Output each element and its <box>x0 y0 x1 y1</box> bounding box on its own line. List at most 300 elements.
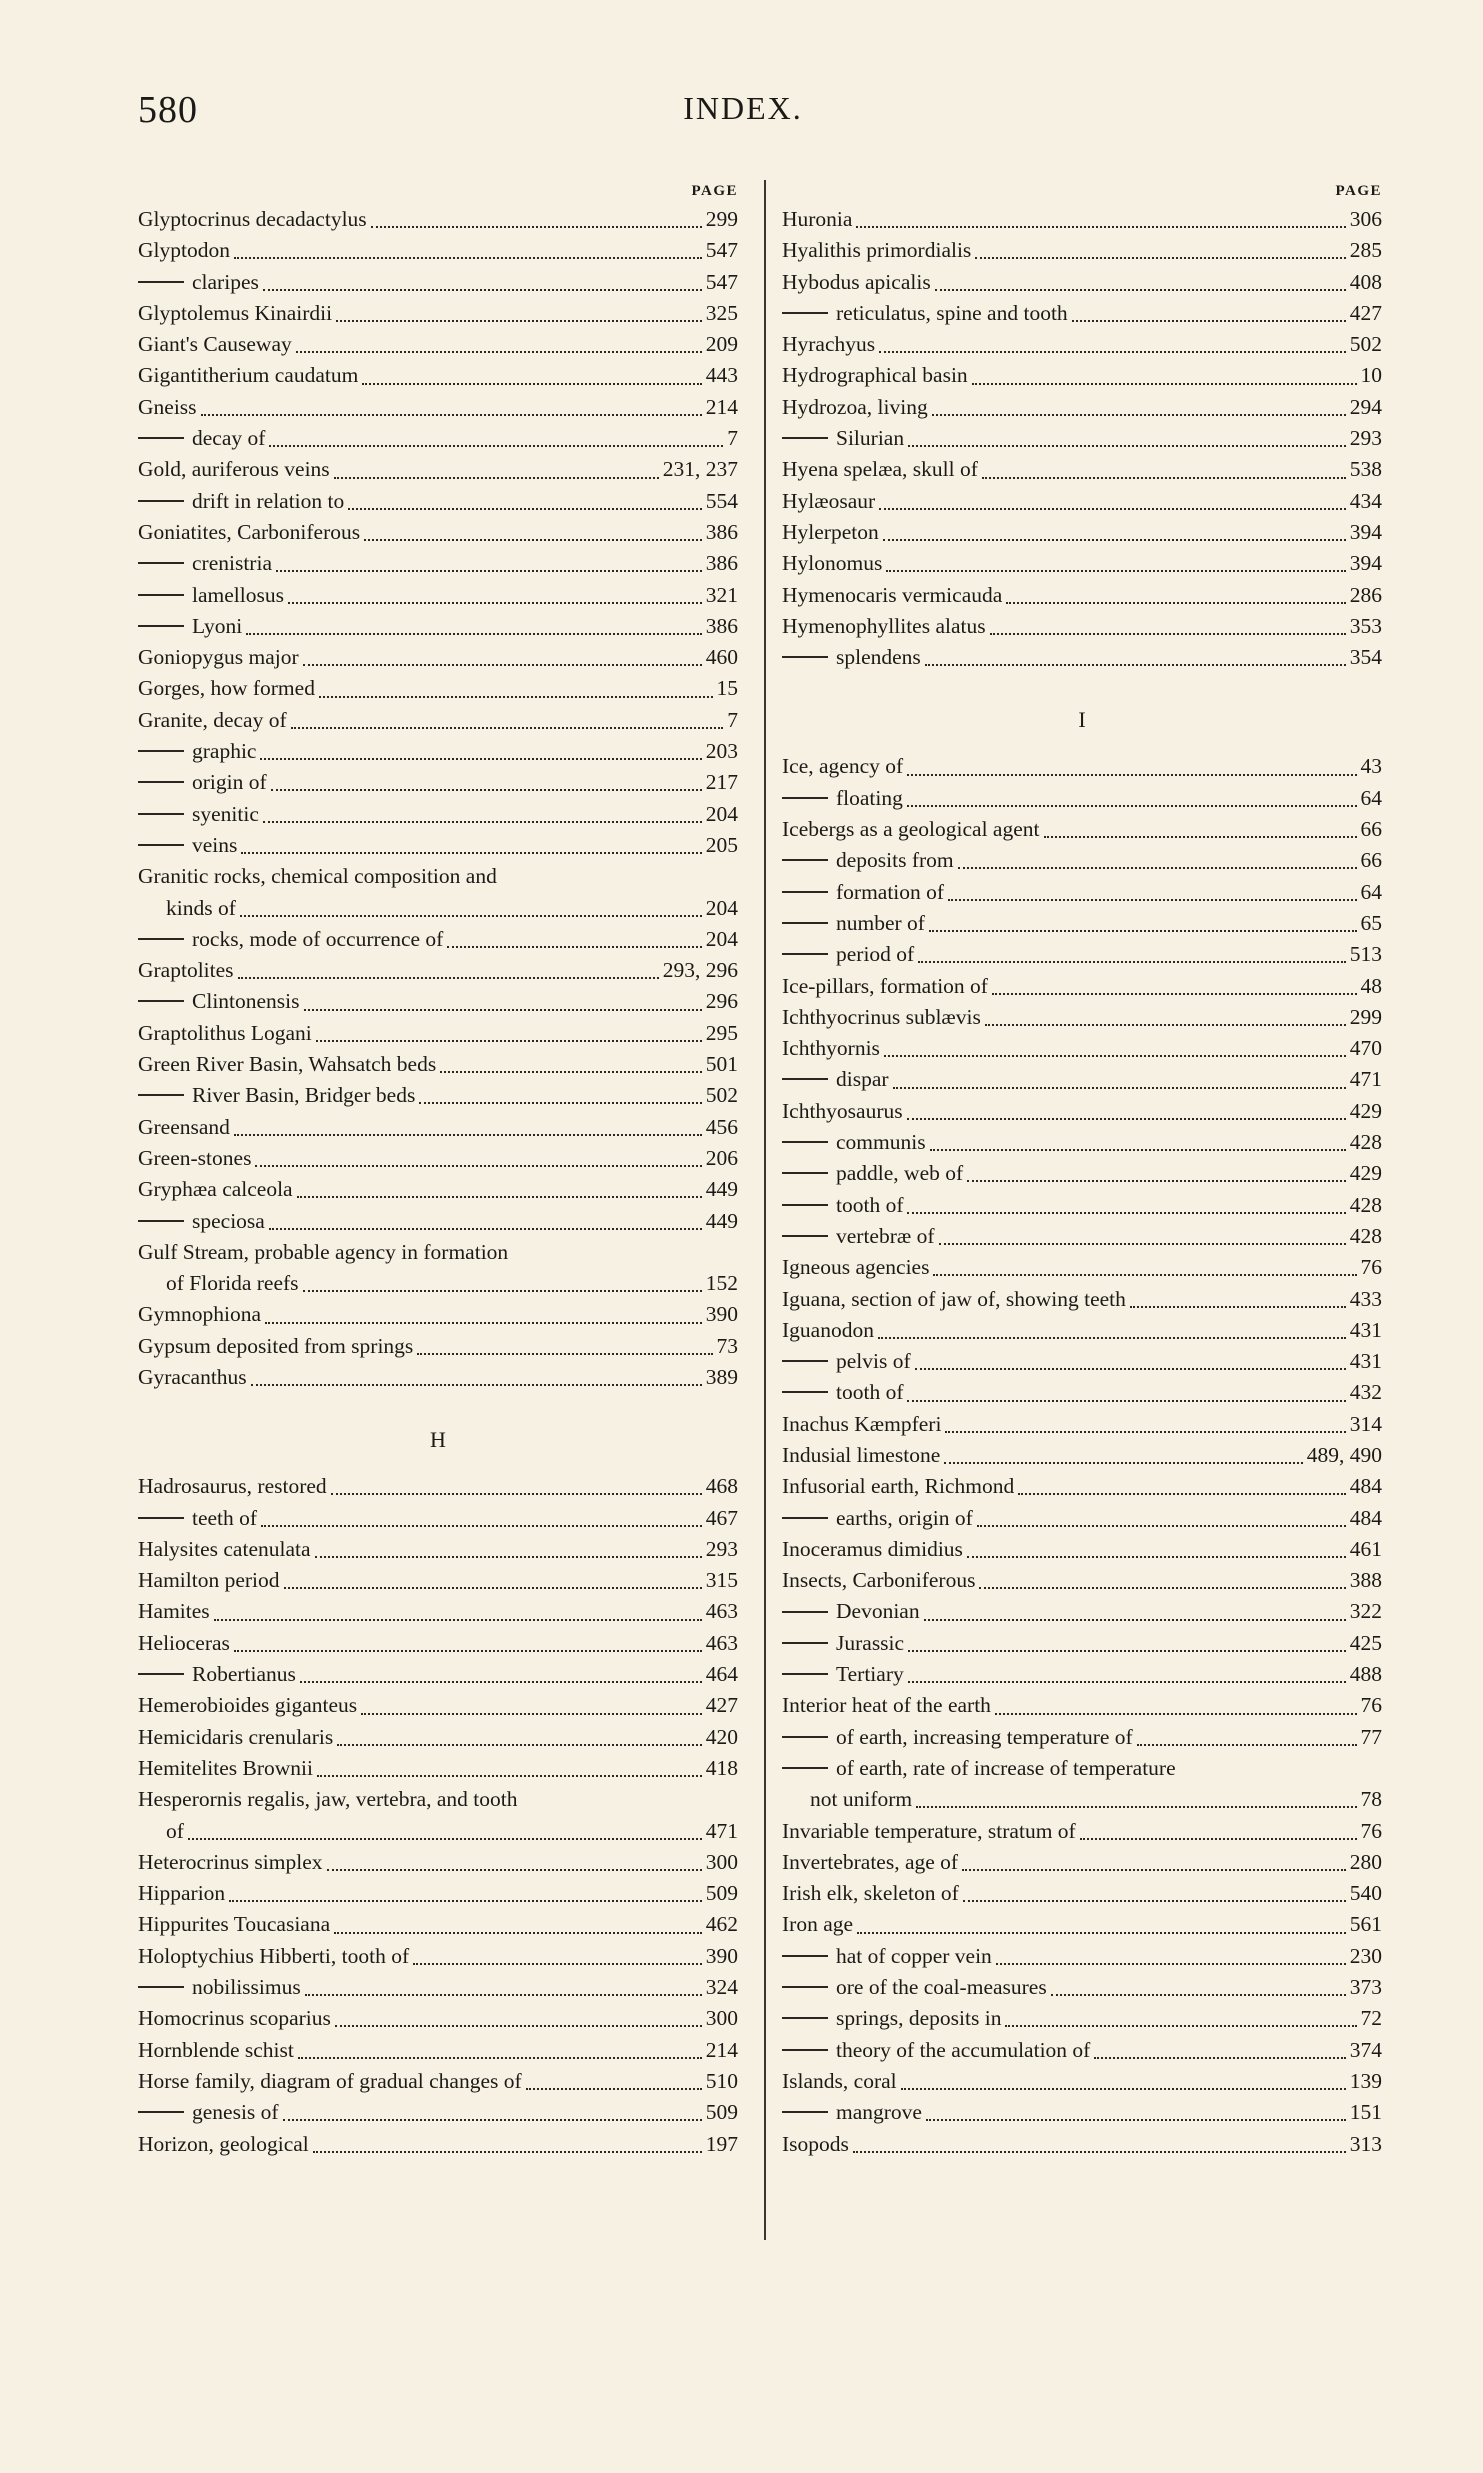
index-term-text: Iguanodon <box>782 1317 874 1342</box>
page-reference: 64 <box>1360 785 1382 810</box>
index-entry <box>782 1440 1382 1471</box>
index-term <box>138 392 197 423</box>
page-reference: 293 <box>1349 426 1382 451</box>
index-term <box>782 423 904 454</box>
index-term <box>782 486 875 517</box>
index-term <box>138 705 287 736</box>
dot-leader <box>1044 835 1357 838</box>
dot-leader <box>334 476 659 479</box>
dot-leader <box>908 444 1346 447</box>
dot-leader <box>303 1289 702 1292</box>
page-reference: 509 <box>705 1881 738 1906</box>
index-term-text: Halysites catenulata <box>138 1536 311 1561</box>
dot-leader <box>348 507 701 510</box>
index-term <box>138 736 256 767</box>
ditto-dash <box>138 437 184 439</box>
dot-leader <box>371 225 702 228</box>
page-reference: 324 <box>705 1975 738 2000</box>
index-entry <box>138 1237 738 1268</box>
index-entry <box>782 517 1382 548</box>
dot-leader <box>878 1336 1346 1339</box>
page-reference: 209 <box>705 332 738 357</box>
index-term <box>782 1565 975 1596</box>
index-term-text: Granite, decay of <box>138 707 287 732</box>
index-term-text: Hippurites Toucasiana <box>138 1912 331 1937</box>
page-reference: 353 <box>1349 613 1382 638</box>
index-entry <box>782 392 1382 423</box>
page-reference: 547 <box>705 238 738 263</box>
index-term <box>782 1756 1176 1780</box>
index-entry <box>138 548 738 579</box>
page-reference: 433 <box>1349 1286 1382 1311</box>
index-term-text: Ichthyornis <box>782 1036 880 1061</box>
index-term <box>138 267 259 298</box>
index-entry <box>782 486 1382 517</box>
index-term-text: Ichthyocrinus sublævis <box>782 1004 981 1029</box>
index-term <box>138 924 443 955</box>
index-term <box>782 1878 959 1909</box>
page-reference: 386 <box>705 551 738 576</box>
page-reference: 489, 490 <box>1306 1442 1382 1467</box>
index-entry <box>782 642 1382 673</box>
index-term-text: Gypsum deposited from springs <box>138 1333 414 1358</box>
index-term <box>138 1722 333 1753</box>
page-reference: 432 <box>1349 1380 1382 1405</box>
index-term <box>782 1722 1133 1753</box>
page-reference: 65 <box>1360 910 1382 935</box>
dot-leader <box>241 851 701 854</box>
page-reference: 76 <box>1360 1255 1382 1280</box>
page-reference: 66 <box>1360 848 1382 873</box>
dot-leader <box>908 1649 1346 1652</box>
dot-leader <box>982 476 1346 479</box>
page-reference: 76 <box>1360 1693 1382 1718</box>
index-entry <box>138 1143 738 1174</box>
index-term <box>138 1331 413 1362</box>
dot-leader <box>907 1211 1345 1214</box>
page-reference: 10 <box>1360 363 1382 388</box>
page-reference: 48 <box>1360 973 1382 998</box>
index-entry <box>138 705 738 736</box>
index-term-text: Horse family, diagram of gradual changes of <box>138 2068 522 2093</box>
ditto-dash <box>782 797 828 799</box>
dot-leader <box>260 757 701 760</box>
index-term <box>782 1002 981 1033</box>
page-reference: 313 <box>1349 2131 1382 2156</box>
page-reference: 300 <box>705 2006 738 2031</box>
ditto-dash <box>138 1094 184 1096</box>
index-term-text: not uniform <box>810 1787 913 1812</box>
page-reference: 388 <box>1349 1568 1382 1593</box>
index-term-text: Gymnophiona <box>138 1302 262 1327</box>
index-term-text: Inoceramus dimidius <box>782 1536 963 1561</box>
index-entry <box>138 267 738 298</box>
index-term <box>782 329 875 360</box>
index-entry <box>782 814 1382 845</box>
index-term <box>782 204 852 235</box>
page-reference: 394 <box>1349 551 1382 576</box>
page-reference: 231, 237 <box>662 457 738 482</box>
index-term-text: of earth, increasing temperature of <box>836 1724 1133 1749</box>
index-term <box>782 454 978 485</box>
index-entry <box>138 392 738 423</box>
index-entry <box>782 751 1382 782</box>
index-term <box>138 2097 279 2128</box>
dot-leader <box>413 1962 702 1965</box>
index-entry <box>782 1284 1382 1315</box>
index-term <box>782 814 1040 845</box>
index-entry <box>138 893 738 924</box>
ditto-dash <box>138 500 184 502</box>
index-term <box>782 360 968 391</box>
index-term-text: Invertebrates, age of <box>782 1849 959 1874</box>
dot-leader <box>958 866 1357 869</box>
index-term-text: Devonian <box>836 1599 920 1624</box>
dot-leader <box>996 1962 1346 1965</box>
index-entry <box>138 580 738 611</box>
index-entry <box>138 1174 738 1205</box>
ditto-dash <box>782 312 828 314</box>
index-term <box>782 1503 973 1534</box>
index-term-text: Gyracanthus <box>138 1364 247 1389</box>
index-term <box>782 2003 1001 2034</box>
dot-leader <box>361 1712 702 1715</box>
page-reference: 43 <box>1360 754 1382 779</box>
dot-leader <box>417 1352 712 1355</box>
page-reference: 540 <box>1349 1881 1382 1906</box>
dot-leader <box>269 1227 702 1230</box>
page-header <box>138 88 1348 136</box>
index-term <box>782 611 986 642</box>
ditto-dash <box>782 2049 828 2051</box>
dot-leader <box>924 1618 1346 1621</box>
index-entry <box>782 1596 1382 1627</box>
page-reference: 389 <box>705 1364 738 1389</box>
page-reference: 502 <box>705 1083 738 1108</box>
ditto-dash <box>138 1000 184 1002</box>
index-entry <box>138 454 738 485</box>
index-entry <box>782 204 1382 235</box>
index-term <box>138 1362 247 1393</box>
index-term <box>138 423 265 454</box>
index-term-text: Hylonomus <box>782 551 883 576</box>
ditto-dash <box>782 656 828 658</box>
index-term-text: of Florida reefs <box>166 1271 299 1296</box>
dot-leader <box>298 2056 702 2059</box>
index-term-text: Hamites <box>138 1599 210 1624</box>
index-entry <box>782 2003 1382 2034</box>
index-entry <box>138 799 738 830</box>
index-entry <box>138 1503 738 1534</box>
index-entry <box>138 611 738 642</box>
dot-leader <box>283 2118 702 2121</box>
index-term-text: River Basin, Bridger beds <box>192 1083 416 1108</box>
index-term-text: drift in relation to <box>192 488 345 513</box>
index-entry <box>782 1816 1382 1847</box>
index-term-text: Goniatites, Carboniferous <box>138 519 361 544</box>
index-term <box>138 864 497 888</box>
index-entry <box>138 1018 738 1049</box>
ditto-dash <box>782 859 828 861</box>
dot-leader <box>886 569 1345 572</box>
index-term <box>138 955 234 986</box>
ditto-dash <box>138 938 184 940</box>
dot-leader <box>440 1070 702 1073</box>
page-reference: 299 <box>705 207 738 231</box>
index-entry <box>138 1565 738 1596</box>
page-reference: 390 <box>705 1302 738 1327</box>
index-term <box>782 1221 935 1252</box>
index-term-text: hat of copper vein <box>836 1943 992 1968</box>
index-entry <box>782 1565 1382 1596</box>
index-entry <box>782 2097 1382 2128</box>
index-term-text: Ice-pillars, formation of <box>782 973 988 998</box>
page-reference: 294 <box>1349 394 1382 419</box>
dot-leader <box>304 1008 702 1011</box>
index-term-text: reticulatus, spine and tooth <box>836 300 1068 325</box>
index-term <box>782 548 882 579</box>
page-reference: 427 <box>1349 300 1382 325</box>
page-reference: 64 <box>1360 879 1382 904</box>
ditto-dash <box>138 1517 184 1519</box>
index-term <box>782 1033 880 1064</box>
page-reference: 77 <box>1360 1724 1382 1749</box>
index-term <box>138 1941 409 1972</box>
index-term-text: Isopods <box>782 2131 849 2156</box>
index-term-text: deposits from <box>836 848 954 873</box>
index-term-text: Interior heat of the earth <box>782 1693 991 1718</box>
index-term <box>782 971 988 1002</box>
index-term <box>138 1787 518 1811</box>
page-reference: 386 <box>705 613 738 638</box>
dot-leader <box>901 2087 1346 2090</box>
index-entry <box>138 1268 738 1299</box>
page-reference: 300 <box>705 1849 738 1874</box>
dot-leader <box>271 788 702 791</box>
index-term <box>138 767 267 798</box>
index-entry <box>138 1659 738 1690</box>
index-term <box>782 1064 889 1095</box>
index-entry <box>782 783 1382 814</box>
ditto-dash <box>782 1986 828 1988</box>
index-term <box>138 1596 210 1627</box>
page-reference: 286 <box>1349 582 1382 607</box>
index-term-text: vertebræ of <box>836 1223 935 1248</box>
index-entry <box>138 830 738 861</box>
index-entry <box>782 1033 1382 1064</box>
index-entry <box>138 298 738 329</box>
index-entry <box>782 235 1382 266</box>
index-term <box>138 329 292 360</box>
page-reference: 354 <box>1349 645 1382 670</box>
index-term-text: Iron age <box>782 1912 854 1937</box>
index-term-text: Inachus Kæmpferi <box>782 1411 942 1436</box>
page-reference: 7 <box>727 707 738 732</box>
index-entry <box>782 908 1382 939</box>
page-reference: 197 <box>705 2131 738 2156</box>
dot-leader <box>234 256 702 259</box>
index-entry <box>782 454 1382 485</box>
index-term-text: communis <box>836 1130 926 1155</box>
index-term <box>782 1596 920 1627</box>
page-reference: 428 <box>1349 1130 1382 1155</box>
index-term-text: decay of <box>192 426 266 451</box>
index-entry <box>782 1690 1382 1721</box>
page-reference: 285 <box>1349 238 1382 263</box>
page-reference: 214 <box>705 2037 738 2062</box>
index-term-text: paddle, web of <box>836 1161 964 1186</box>
index-term-text: Hemerobioides giganteus <box>138 1693 358 1718</box>
index-term <box>138 1240 508 1264</box>
index-term <box>166 1268 299 1299</box>
page-reference: 394 <box>1349 519 1382 544</box>
index-term <box>782 1096 903 1127</box>
index-entry <box>138 955 738 986</box>
index-entry <box>138 2035 738 2066</box>
index-term <box>782 877 944 908</box>
page-reference: 510 <box>705 2068 738 2093</box>
page-reference: 420 <box>705 1724 738 1749</box>
index-term-text: springs, deposits in <box>836 2006 1002 2031</box>
dot-leader <box>963 1899 1346 1902</box>
index-term-text: claripes <box>192 269 259 294</box>
index-term <box>138 2129 309 2160</box>
index-term <box>782 298 1068 329</box>
index-term <box>138 673 315 704</box>
page-reference: 230 <box>1349 1943 1382 1968</box>
dot-leader <box>327 1868 702 1871</box>
index-term-text: Green River Basin, Wahsatch beds <box>138 1052 437 1077</box>
index-term-text: Silurian <box>836 426 905 451</box>
index-entry <box>138 1784 738 1815</box>
dot-leader <box>269 444 723 447</box>
dot-leader <box>1130 1305 1346 1308</box>
dot-leader <box>419 1101 701 1104</box>
ditto-dash <box>782 953 828 955</box>
dot-leader <box>977 1524 1346 1527</box>
dot-leader <box>240 914 702 917</box>
index-entry <box>782 1471 1382 1502</box>
index-entry <box>138 1878 738 1909</box>
index-entry <box>782 1909 1382 1940</box>
index-term <box>782 1127 926 1158</box>
index-term <box>782 2066 897 2097</box>
dot-leader <box>856 225 1345 228</box>
index-term <box>138 2066 522 2097</box>
index-entry <box>782 1878 1382 1909</box>
dot-leader <box>288 601 702 604</box>
dot-leader <box>879 350 1346 353</box>
index-term <box>138 298 332 329</box>
page-reference: 214 <box>705 394 738 419</box>
dot-leader <box>926 2118 1346 2121</box>
index-term <box>782 580 1002 611</box>
dot-leader <box>229 1899 702 1902</box>
column-divider <box>764 180 766 2240</box>
index-term-text: dispar <box>836 1067 889 1092</box>
index-entry <box>138 1753 738 1784</box>
index-term-text: number of <box>836 910 925 935</box>
index-entry <box>782 1315 1382 1346</box>
page-reference: 463 <box>705 1630 738 1655</box>
index-entry <box>138 1972 738 2003</box>
index-term-text: Robertianus <box>192 1662 296 1687</box>
index-entry <box>782 548 1382 579</box>
index-entry <box>138 1362 738 1393</box>
page-reference: 293 <box>705 1536 738 1561</box>
index-term <box>138 2003 331 2034</box>
index-term-text: Indusial limestone <box>782 1442 941 1467</box>
index-term-text: nobilissimus <box>192 1975 301 2000</box>
index-entry <box>782 2129 1382 2160</box>
index-term <box>782 1690 991 1721</box>
index-term <box>138 1659 296 1690</box>
index-term-text: speciosa <box>192 1208 265 1233</box>
index-entry <box>138 924 738 955</box>
index-term-text: Hymenophyllites alatus <box>782 613 986 638</box>
page-reference: 460 <box>705 645 738 670</box>
index-term <box>782 1158 963 1189</box>
ditto-dash <box>782 2111 828 2113</box>
index-term <box>782 2129 849 2160</box>
index-term-text: floating <box>836 785 903 810</box>
dot-leader <box>907 1117 1346 1120</box>
dot-leader <box>315 1555 702 1558</box>
ditto-dash <box>138 1986 184 1988</box>
index-term-text: Jurassic <box>836 1630 905 1655</box>
index-entry <box>782 580 1382 611</box>
dot-leader <box>853 2150 1346 2153</box>
page-reference: 408 <box>1349 269 1382 294</box>
index-entry <box>138 486 738 517</box>
dot-leader <box>884 1054 1346 1057</box>
index-term-text: Ice, agency of <box>782 754 904 779</box>
ditto-dash <box>782 1611 828 1613</box>
index-term <box>166 1816 184 1847</box>
index-entry <box>782 845 1382 876</box>
dot-leader <box>362 382 701 385</box>
index-term-text: Hydrozoa, living <box>782 394 928 419</box>
dot-leader <box>319 695 713 698</box>
dot-leader <box>967 1179 1346 1182</box>
index-term-text: Iguana, section of jaw of, showing teeth <box>782 1286 1126 1311</box>
ditto-dash <box>782 1736 828 1738</box>
index-term-text: Hymenocaris vermicauda <box>782 582 1003 607</box>
index-entry <box>138 736 738 767</box>
dot-leader <box>972 382 1357 385</box>
dot-leader <box>1072 319 1346 322</box>
index-term-text: Glyptodon <box>138 238 230 263</box>
dot-leader <box>883 538 1346 541</box>
page-reference: 321 <box>705 582 738 607</box>
index-term-text: kinds of <box>166 895 236 920</box>
index-entry <box>782 1221 1382 1252</box>
ditto-dash <box>782 1673 828 1675</box>
page-reference: 547 <box>705 269 738 294</box>
dot-leader <box>929 929 1357 932</box>
page-reference: 484 <box>1349 1505 1382 1530</box>
index-term-text: Green-stones <box>138 1145 252 1170</box>
index-term <box>138 204 367 235</box>
index-term <box>782 1659 904 1690</box>
page-reference: 418 <box>705 1755 738 1780</box>
page-reference: 513 <box>1349 942 1382 967</box>
index-entry <box>138 1722 738 1753</box>
dot-leader <box>945 1430 1345 1433</box>
ditto-dash <box>782 1204 828 1206</box>
index-term-text: Horizon, geological <box>138 2131 309 2156</box>
index-term-text: tooth of <box>836 1380 904 1405</box>
